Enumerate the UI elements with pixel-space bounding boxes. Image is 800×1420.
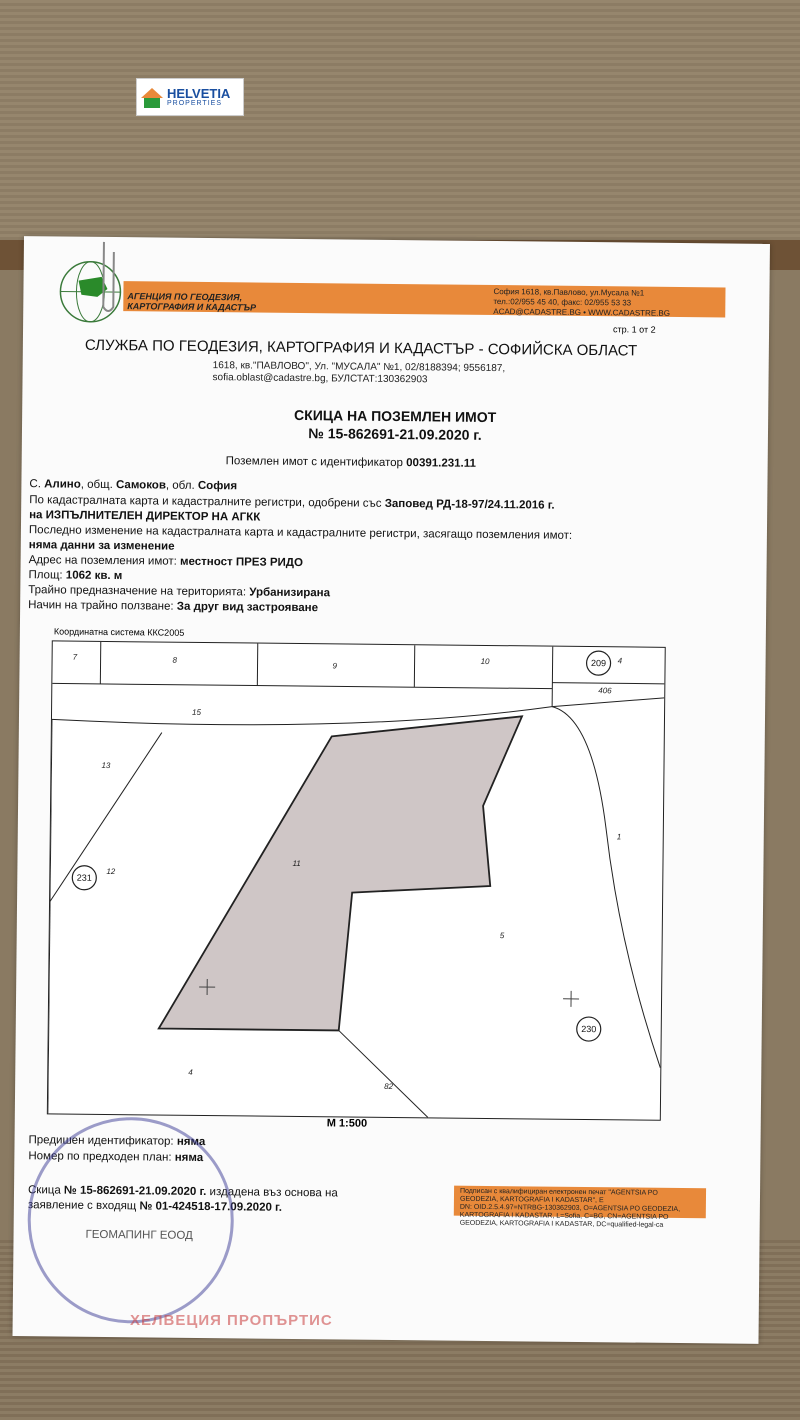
last-change-line: Последно изменение на кадастралната карта и кадастралните регистри, засягащо поземления имот:: [28, 524, 573, 542]
cadastral-map: [47, 640, 666, 1120]
agency-address: София 1618, кв.Павлово, ул.Мусала №1 тел.:02/955 45 40, факс: 02/955 53 33 ACAD@CADASTRE.BG • WWW.CADASTRE.BG: [493, 287, 671, 318]
circle-209: 209: [591, 658, 607, 669]
label-7: 7: [72, 652, 78, 662]
location-line: С. Алино, общ. Самоков, обл. София: [29, 478, 238, 493]
firm-name: ГЕОМАПИНГ ЕООД: [85, 1228, 193, 1242]
circle-231: 231: [76, 872, 92, 883]
office-address: 1618, кв."ПАВЛОВО", Ул. "МУСАЛА" №1, 02/8188394; 9556187, sofia.oblast@cadastre.bg, БУЛСТАТ:130362903: [212, 360, 506, 386]
label-9: 9: [332, 661, 338, 671]
circle-230: 230: [581, 1023, 597, 1035]
area-line: Площ: 1062 кв. м: [28, 569, 123, 583]
label-82: 82: [384, 1081, 394, 1092]
label-15: 15: [191, 707, 201, 717]
issued-line-2: заявление с входящ № 01-424518-17.09.2020 г.: [27, 1199, 282, 1214]
paperclip-icon: [93, 237, 124, 317]
address-line: Адрес на поземления имот: местност ПРЕЗ РИДО: [28, 554, 304, 570]
doc-number: № 15-862691-21.09.2020 г.: [308, 425, 482, 443]
background-carpet-top: [0, 0, 800, 240]
label-5: 5: [499, 931, 505, 941]
usage-line: Начин на трайно ползване: За друг вид застрояване: [28, 599, 319, 615]
signature-text: Подписан с квалифициран електронен печат "AGENTSIA PO GEODEZIA, KARTOGRAFIA I KADASTAR", E DN: OID.2.5.4.97=NTRBG-130362903, O=AGENTSIA PO GEODEZIA, KARTOGRAFIA I KADASTAR, L=Sofia, C=BG, CN=AGENTSIA PO GEODEZIA, KARTOGRAFIA I KADASTAR, DC=qualified-legal-ca: [459, 1187, 681, 1229]
parcel-identifier: Поземлен имот с идентификатор 00391.231.11: [225, 455, 476, 470]
document-sheet: [13, 236, 770, 1344]
label-13: 13: [101, 760, 111, 771]
purpose-line: Трайно предназначение на територията: Урбанизирана: [28, 584, 331, 600]
doc-title: СКИЦА НА ПОЗЕМЛЕН ИМОТ: [294, 406, 497, 426]
label-11: 11: [292, 858, 301, 869]
logo-sub: PROPERTIES: [167, 99, 222, 107]
last-change-value: няма данни за изменение: [28, 539, 175, 553]
director-line: на ИЗПЪЛНИТЕЛЕН ДИРЕКТОР НА АГКК: [29, 509, 261, 524]
house-logo-icon: [137, 82, 167, 112]
label-4-top: 4: [617, 656, 623, 666]
parcel-11-shape: [159, 713, 522, 1033]
map-scale: М 1:500: [326, 1117, 368, 1130]
prev-plan-number: Номер по предходен план: няма: [28, 1150, 204, 1165]
watermark-text: ХЕЛВЕЦИЯ ПРОПЪРТИС: [130, 1312, 333, 1329]
office-title: СЛУЖБА ПО ГЕОДЕЗИЯ, КАРТОГРАФИЯ И КАДАСТЪР - СОФИЙСКА ОБЛАСТ: [84, 336, 638, 360]
page-number: стр. 1 от 2: [613, 324, 656, 335]
official-stamp: [27, 1116, 235, 1324]
prev-identifier: Предишен идентификатор: няма: [28, 1134, 206, 1149]
label-8: 8: [172, 655, 178, 665]
label-12: 12: [106, 866, 116, 877]
label-10: 10: [480, 656, 490, 666]
approval-line: По кадастралната карта и кадастралните регистри, одобрени със Заповед РД-18-97/24.11.2016 г.: [29, 494, 555, 512]
label-1: 1: [616, 832, 622, 842]
label-406: 406: [598, 686, 612, 696]
label-4-bottom: 4: [188, 1067, 193, 1077]
logo-name: HELVETIA: [167, 85, 231, 101]
issued-line-1: Скица № 15-862691-21.09.2020 г. издадена въз основа на: [27, 1184, 338, 1200]
agency-name: АГЕНЦИЯ ПО ГЕОДЕЗИЯ, КАРТОГРАФИЯ И КАДАСТЪР: [127, 291, 257, 313]
coord-system: Координатна система ККС2005: [53, 626, 185, 638]
helvetia-logo: [136, 78, 244, 116]
